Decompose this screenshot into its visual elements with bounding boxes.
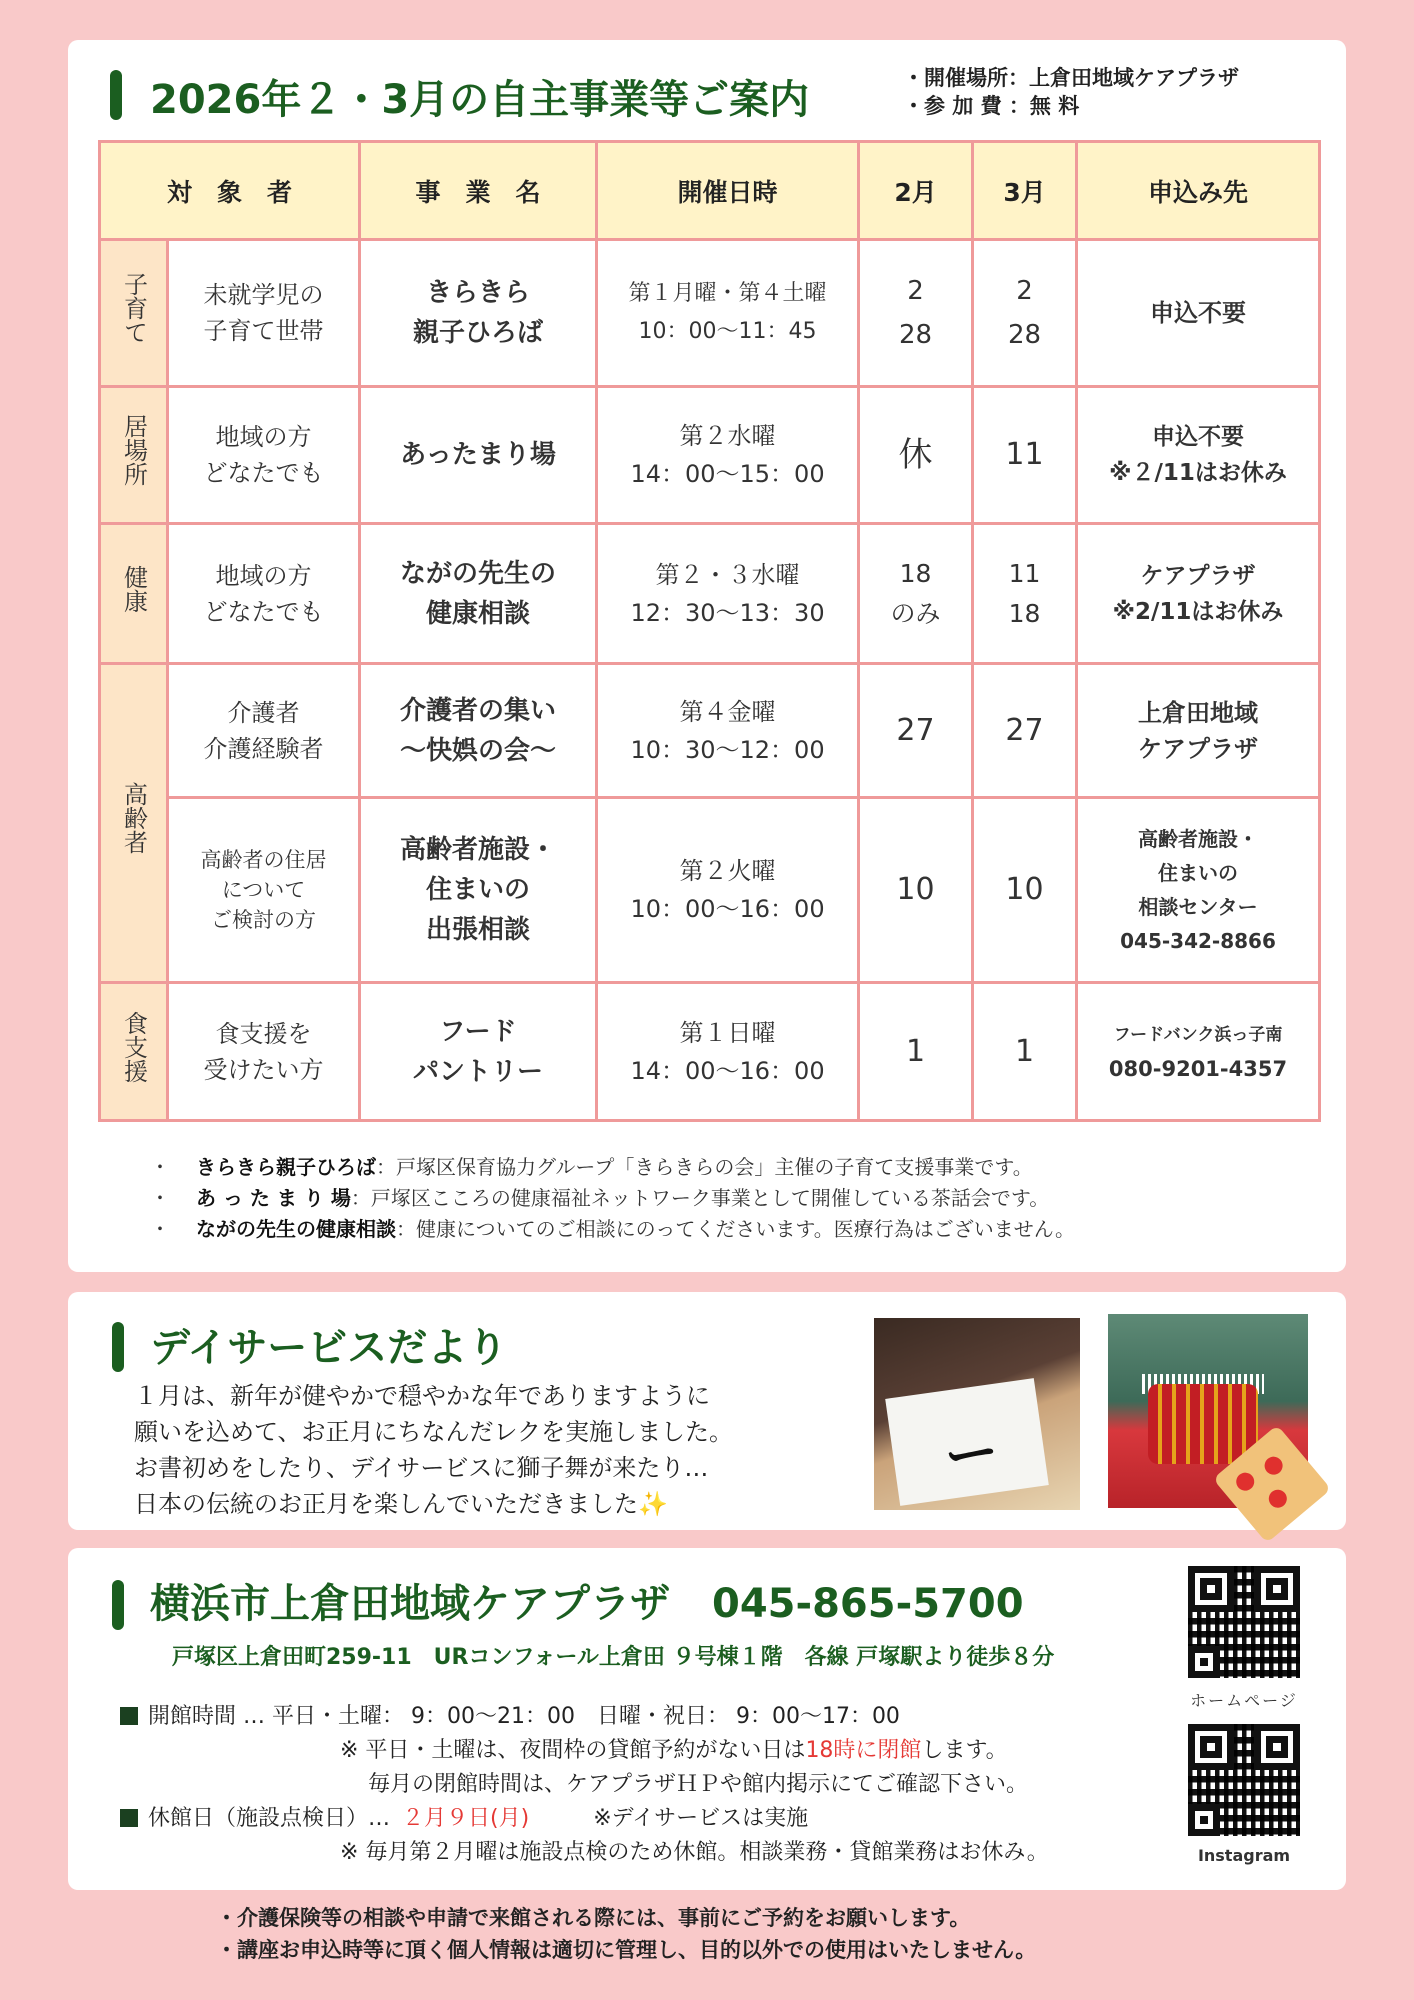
hours-note1	[120, 1734, 1049, 1768]
hours-note1-post: します。	[921, 1738, 1008, 1763]
closed-date: ２月９日(月)	[402, 1806, 530, 1831]
closed-line	[120, 1802, 1049, 1836]
facility-address: 戸塚区上倉田町259-11 URコンフォール上倉田 ９号棟１階 各線 戸塚駅より徒歩８分	[172, 1645, 1055, 1670]
row-mar: 1	[973, 983, 1077, 1121]
schedule-card	[68, 40, 1346, 1272]
plum-flower-icon	[1233, 1469, 1258, 1494]
row-name: きらきら 親子ひろば	[360, 240, 597, 387]
row-name: 介護者の集い 〜快娯の会〜	[360, 664, 597, 798]
qr-finder	[1188, 1646, 1220, 1678]
header-datetime: 開催日時	[597, 142, 859, 240]
note-term: きらきら親子ひろば	[196, 1155, 376, 1179]
plum-flower-icon	[1265, 1486, 1290, 1511]
closed-note: ※デイサービスは実施	[593, 1806, 809, 1831]
row-datetime: 第２火曜 10：00〜16：00	[597, 798, 859, 983]
row-mar: 2 28	[973, 240, 1077, 387]
venue-info	[903, 64, 1239, 120]
row-apply: 申込不要 ※２/11はお休み	[1077, 387, 1320, 524]
header-mar: 3月	[973, 142, 1077, 240]
note-bullet: ・	[150, 1155, 170, 1179]
dayservice-line: 願いを込めて、お正月にちなんだレクを実施しました。	[134, 1418, 734, 1446]
row-apply: 上倉田地域 ケアプラザ	[1077, 664, 1320, 798]
bullet-square-icon	[120, 1809, 138, 1827]
dayservice-line: お書初めをしたり、デイサービスに獅子舞が来たり…	[134, 1454, 709, 1482]
row-feb: 10	[859, 798, 973, 983]
category-kosodate	[100, 240, 168, 387]
dayservice-text	[134, 1378, 733, 1522]
row-feb: 休	[859, 387, 973, 524]
hours-note1-red: 18時に閉館	[805, 1738, 922, 1763]
hours-line	[120, 1700, 1049, 1734]
header-name: 事 業 名	[360, 142, 597, 240]
row-target: 地域の方 どなたでも	[168, 524, 360, 664]
table-row	[100, 664, 1320, 798]
category-label: 高齢者	[119, 782, 148, 854]
table-row	[100, 798, 1320, 983]
title-accent-bar	[110, 70, 122, 120]
note-bullet: ・	[150, 1217, 170, 1241]
row-target: 介護者 介護経験者	[168, 664, 360, 798]
homepage-qr-code[interactable]	[1188, 1566, 1300, 1678]
category-label: 健康	[119, 564, 148, 613]
table-header-row	[100, 142, 1320, 240]
row-name: フード パントリー	[360, 983, 597, 1121]
category-shokushien	[100, 983, 168, 1121]
row-apply: ケアプラザ ※2/11はお休み	[1077, 524, 1320, 664]
hours-note1-pre: ※ 平日・土曜は、夜間枠の貸館予約がない日は	[340, 1738, 806, 1763]
apply-org: フードバンク浜っ子南	[1113, 1024, 1283, 1045]
note-item	[150, 1152, 1075, 1183]
instagram-qr-label: Instagram	[1197, 1846, 1291, 1865]
category-koreisha	[100, 664, 168, 983]
note-term: ながの先生の健康相談	[196, 1217, 396, 1241]
row-mar: 11 18	[973, 524, 1077, 664]
row-datetime: 第１日曜 14：00〜16：00	[597, 983, 859, 1121]
header-target: 対 象 者	[100, 142, 360, 240]
note-item	[150, 1183, 1075, 1214]
row-target: 食支援を 受けたい方	[168, 983, 360, 1121]
lion-mask	[1148, 1384, 1258, 1464]
category-ibasho	[100, 387, 168, 524]
row-feb: 2 28	[859, 240, 973, 387]
qr-finder	[1188, 1804, 1220, 1836]
header-apply: 申込み先	[1077, 142, 1320, 240]
row-mar: 27	[973, 664, 1077, 798]
hours-text: 開館時間 … 平日・土曜： 9：00〜21：00 日曜・祝日： 9：00〜17：00	[148, 1704, 900, 1729]
dayservice-title: デイサービスだより	[150, 1325, 508, 1371]
row-feb: 27	[859, 664, 973, 798]
note-desc: ：健康についてのご相談にのってくださいます。医療行為はございません。	[396, 1217, 1075, 1241]
schedule-title: 2026年２・3月の自主事業等ご案内	[150, 77, 810, 123]
row-datetime: 第２水曜 14：00〜15：00	[597, 387, 859, 524]
dayservice-line: １月は、新年が健やかで穏やかな年でありますように	[134, 1382, 710, 1410]
apply-tel: 080-9201-4357	[1108, 1056, 1288, 1081]
row-name: 高齢者施設・ 住まいの 出張相談	[360, 798, 597, 983]
table-row	[100, 240, 1320, 387]
row-target: 高齢者の住居 について ご検討の方	[168, 798, 360, 983]
facility-card	[68, 1548, 1346, 1890]
footer-line: ・介護保険等の相談や申請で来館される際には、事前にご予約をお願いします。	[216, 1906, 971, 1930]
row-feb: 18 のみ	[859, 524, 973, 664]
venue-line: ・開催場所：上倉田地域ケアプラザ	[903, 66, 1239, 90]
footer-notes	[216, 1902, 1036, 1966]
category-label: 居場所	[119, 414, 148, 486]
plum-flower-icon	[1261, 1453, 1286, 1478]
category-label: 子育て	[119, 272, 148, 344]
category-label: 食支援	[119, 1010, 148, 1083]
facility-title	[150, 1572, 1024, 1629]
row-apply: 申込不要	[1077, 240, 1320, 387]
note-desc: ：戸塚区こころの健康福祉ネットワーク事業として開催している茶話会です。	[350, 1186, 1050, 1210]
row-target: 未就学児の 子育て世帯	[168, 240, 360, 387]
row-datetime: 第２・３水曜 12：30〜13：30	[597, 524, 859, 664]
program-notes	[150, 1152, 1075, 1245]
hours-note2: 毎月の閉館時間は、ケアプラザＨＰや館内掲示にてご確認下さい。	[368, 1772, 1029, 1797]
table-row	[100, 524, 1320, 664]
bullet-square-icon	[120, 1707, 138, 1725]
fee-line: ・参 加 費 ：無 料	[903, 94, 1080, 118]
row-apply	[1077, 983, 1320, 1121]
table-row	[100, 387, 1320, 524]
footer-line: ・講座お申込時等に頂く個人情報は適切に管理し、目的以外での使用はいたしません。	[216, 1938, 1037, 1962]
note-item	[150, 1214, 1075, 1245]
note-term: あ っ た ま り 場	[196, 1186, 351, 1210]
homepage-qr-label: ホームページ	[1190, 1691, 1298, 1710]
dayservice-card	[68, 1292, 1346, 1530]
instagram-qr-code[interactable]	[1188, 1724, 1300, 1836]
closed-label: 休館日（施設点検日）…	[148, 1806, 391, 1831]
facility-info	[120, 1700, 1049, 1870]
row-datetime: 第１月曜・第４土曜 10：00〜11：45	[597, 240, 859, 387]
row-name: ながの先生の 健康相談	[360, 524, 597, 664]
row-apply: 高齢者施設・ 住まいの 相談センター 045-342-8866	[1077, 798, 1320, 983]
dayservice-line: 日本の伝統のお正月を楽しんでいただきました✨	[134, 1490, 668, 1518]
title-accent-bar	[112, 1322, 124, 1372]
row-target: 地域の方 どなたでも	[168, 387, 360, 524]
row-mar: 10	[973, 798, 1077, 983]
category-kenko	[100, 524, 168, 664]
facility-name: 横浜市上倉田地域ケアプラザ	[150, 1581, 670, 1627]
header-feb: 2月	[859, 142, 973, 240]
title-accent-bar	[112, 1580, 124, 1630]
note-desc: ：戸塚区保育協力グループ「きらきらの会」主催の子育て支援事業です。	[376, 1155, 1033, 1179]
row-feb: 1	[859, 983, 973, 1121]
calligraphy-photo	[874, 1318, 1080, 1510]
closed-note2: ※ 毎月第２月曜は施設点検のため休館。相談業務・貸館業務はお休み。	[340, 1840, 1049, 1865]
schedule-table	[98, 140, 1321, 1122]
row-datetime: 第４金曜 10：30〜12：00	[597, 664, 859, 798]
note-bullet: ・	[150, 1186, 170, 1210]
row-name: あったまり場	[360, 387, 597, 524]
row-mar: 11	[973, 387, 1077, 524]
table-row	[100, 983, 1320, 1121]
calligraphy-ink: ー	[940, 1419, 1003, 1490]
facility-phone: 045-865-5700	[712, 1581, 1024, 1627]
